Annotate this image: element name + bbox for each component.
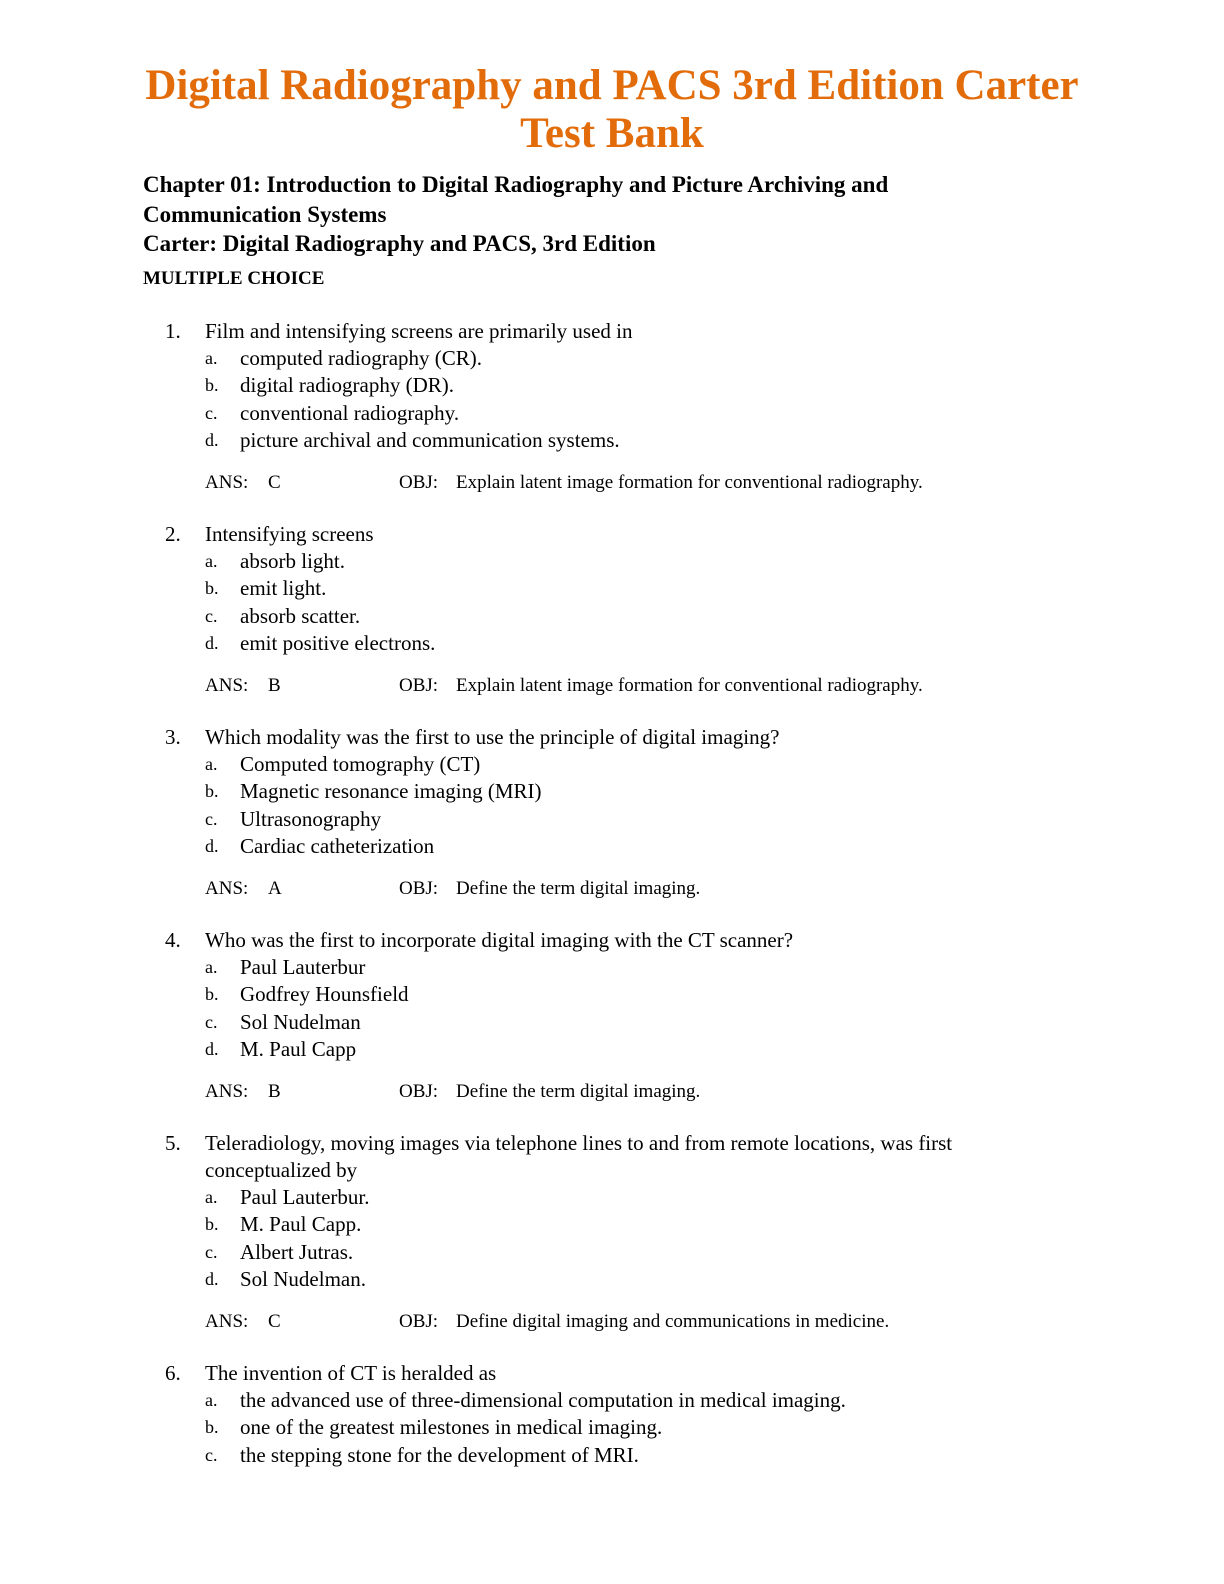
section-heading: MULTIPLE CHOICE bbox=[143, 268, 325, 289]
option-letter: c. bbox=[205, 605, 218, 626]
option-letter: b. bbox=[205, 578, 219, 599]
question-number: 6. bbox=[165, 1361, 181, 1385]
option-b bbox=[205, 1211, 1085, 1238]
obj-value: Explain latent image formation for conventional radiography. bbox=[456, 675, 923, 697]
obj-label: OBJ: bbox=[399, 1081, 439, 1103]
option-letter: a. bbox=[205, 1187, 218, 1207]
answer-row bbox=[165, 1311, 1085, 1337]
book-line: Carter: Digital Radiography and PACS, 3rd Edition bbox=[143, 231, 656, 256]
option-text: computed radiography (CR). bbox=[240, 346, 483, 370]
option-text: Paul Lauterbur. bbox=[240, 1185, 370, 1209]
question-3 bbox=[165, 724, 1085, 904]
answer-row bbox=[165, 675, 1085, 701]
option-b bbox=[205, 1414, 1085, 1441]
chapter-heading bbox=[143, 170, 1043, 259]
obj-value: Define digital imaging and communications in medicine. bbox=[456, 1311, 890, 1333]
option-letter: c. bbox=[205, 1241, 218, 1262]
answer-row bbox=[165, 1081, 1085, 1107]
question-4 bbox=[165, 927, 1085, 1107]
option-letter: b. bbox=[205, 984, 219, 1005]
ans-value: C bbox=[268, 1311, 281, 1333]
ans-value: B bbox=[268, 675, 281, 697]
option-letter: a. bbox=[205, 957, 218, 977]
obj-value: Explain latent image formation for conventional radiography. bbox=[456, 472, 923, 494]
option-text: Sol Nudelman. bbox=[240, 1266, 366, 1291]
option-letter: c. bbox=[205, 808, 218, 829]
question-number: 3. bbox=[165, 725, 181, 749]
title-line-2: Test Bank bbox=[520, 110, 704, 157]
option-letter: d. bbox=[205, 632, 219, 653]
option-text: Computed tomography (CT) bbox=[240, 752, 481, 776]
answer-row bbox=[165, 472, 1085, 498]
option-letter: c. bbox=[205, 402, 218, 423]
question-5 bbox=[165, 1130, 1085, 1337]
option-letter: b. bbox=[205, 375, 219, 396]
question-number: 5. bbox=[165, 1131, 181, 1155]
option-b bbox=[205, 372, 1085, 399]
question-number: 4. bbox=[165, 928, 181, 952]
option-letter: a. bbox=[205, 754, 218, 774]
ans-value: B bbox=[268, 1081, 281, 1103]
option-letter: a. bbox=[205, 1390, 218, 1410]
document-title bbox=[60, 62, 1164, 158]
question-text: Which modality was the first to use the principle of digital imaging? bbox=[205, 725, 780, 749]
option-text: one of the greatest milestones in medical imaging. bbox=[240, 1415, 663, 1440]
option-text: Godfrey Hounsfield bbox=[240, 982, 409, 1007]
obj-label: OBJ: bbox=[399, 878, 439, 900]
option-b bbox=[205, 778, 1085, 805]
option-text: Ultrasonography bbox=[240, 806, 382, 831]
question-text: Intensifying screens bbox=[205, 522, 374, 546]
option-letter: b. bbox=[205, 1417, 219, 1438]
ans-value: C bbox=[268, 472, 281, 494]
option-d bbox=[205, 630, 1085, 657]
question-text: The invention of CT is heralded as bbox=[205, 1361, 497, 1385]
option-text: the stepping stone for the development of MRI. bbox=[240, 1442, 639, 1467]
option-letter: a. bbox=[205, 348, 218, 368]
option-a bbox=[205, 751, 1085, 778]
option-text: the advanced use of three-dimensional computation in medical imaging. bbox=[240, 1388, 846, 1412]
option-a bbox=[205, 345, 1085, 372]
obj-label: OBJ: bbox=[399, 472, 439, 494]
option-text: Magnetic resonance imaging (MRI) bbox=[240, 779, 542, 804]
option-text: Paul Lauterbur bbox=[240, 955, 366, 979]
question-1 bbox=[165, 318, 1085, 498]
option-text: M. Paul Capp. bbox=[240, 1212, 362, 1237]
option-text: M. Paul Capp bbox=[240, 1036, 357, 1061]
option-text: conventional radiography. bbox=[240, 400, 460, 425]
option-c bbox=[205, 400, 1085, 427]
obj-label: OBJ: bbox=[399, 1311, 439, 1333]
question-number: 1. bbox=[165, 319, 181, 343]
option-letter: b. bbox=[205, 781, 219, 802]
option-letter: b. bbox=[205, 1214, 219, 1235]
option-c bbox=[205, 1442, 1085, 1469]
option-letter: a. bbox=[205, 551, 218, 571]
ans-label: ANS: bbox=[205, 675, 249, 697]
answer-row bbox=[165, 878, 1085, 904]
option-c bbox=[205, 806, 1085, 833]
question-text: Who was the first to incorporate digital imaging with the CT scanner? bbox=[205, 928, 794, 952]
option-c bbox=[205, 1239, 1085, 1266]
question-text: Teleradiology, moving images via telephone lines to and from remote locations, was first conceptualized by bbox=[205, 1131, 953, 1182]
option-text: Albert Jutras. bbox=[240, 1239, 354, 1264]
option-a bbox=[205, 1184, 1085, 1211]
option-letter: d. bbox=[205, 1038, 219, 1059]
option-text: Sol Nudelman bbox=[240, 1009, 361, 1034]
option-d bbox=[205, 1266, 1085, 1293]
option-a bbox=[205, 954, 1085, 981]
option-text: digital radiography (DR). bbox=[240, 373, 455, 398]
option-letter: d. bbox=[205, 835, 219, 856]
title-line-1: Digital Radiography and PACS 3rd Edition Carter bbox=[145, 62, 1079, 109]
ans-label: ANS: bbox=[205, 1311, 249, 1333]
question-6 bbox=[165, 1360, 1085, 1469]
ans-value: A bbox=[268, 878, 282, 900]
obj-value: Define the term digital imaging. bbox=[456, 1081, 701, 1103]
option-text: absorb scatter. bbox=[240, 603, 361, 628]
option-a bbox=[205, 548, 1085, 575]
ans-label: ANS: bbox=[205, 878, 249, 900]
option-c bbox=[205, 603, 1085, 630]
obj-label: OBJ: bbox=[399, 675, 439, 697]
option-text: emit light. bbox=[240, 576, 327, 601]
option-text: Cardiac catheterization bbox=[240, 833, 435, 858]
option-letter: d. bbox=[205, 1268, 219, 1289]
option-a bbox=[205, 1387, 1085, 1414]
ans-label: ANS: bbox=[205, 472, 249, 494]
chapter-line-2: Communication Systems bbox=[143, 201, 387, 227]
question-number: 2. bbox=[165, 522, 181, 546]
question-2 bbox=[165, 521, 1085, 701]
obj-value: Define the term digital imaging. bbox=[456, 878, 701, 900]
option-d bbox=[205, 1036, 1085, 1063]
option-text: picture archival and communication systems. bbox=[240, 427, 620, 452]
option-b bbox=[205, 575, 1085, 602]
option-letter: c. bbox=[205, 1444, 218, 1465]
option-text: absorb light. bbox=[240, 549, 345, 573]
option-b bbox=[205, 981, 1085, 1008]
option-letter: c. bbox=[205, 1011, 218, 1032]
option-d bbox=[205, 833, 1085, 860]
chapter-line-1: Chapter 01: Introduction to Digital Radiography and Picture Archiving and bbox=[143, 172, 889, 197]
option-c bbox=[205, 1009, 1085, 1036]
question-text: Film and intensifying screens are primarily used in bbox=[205, 319, 633, 343]
option-letter: d. bbox=[205, 429, 219, 450]
option-d bbox=[205, 427, 1085, 454]
ans-label: ANS: bbox=[205, 1081, 249, 1103]
option-text: emit positive electrons. bbox=[240, 630, 436, 655]
